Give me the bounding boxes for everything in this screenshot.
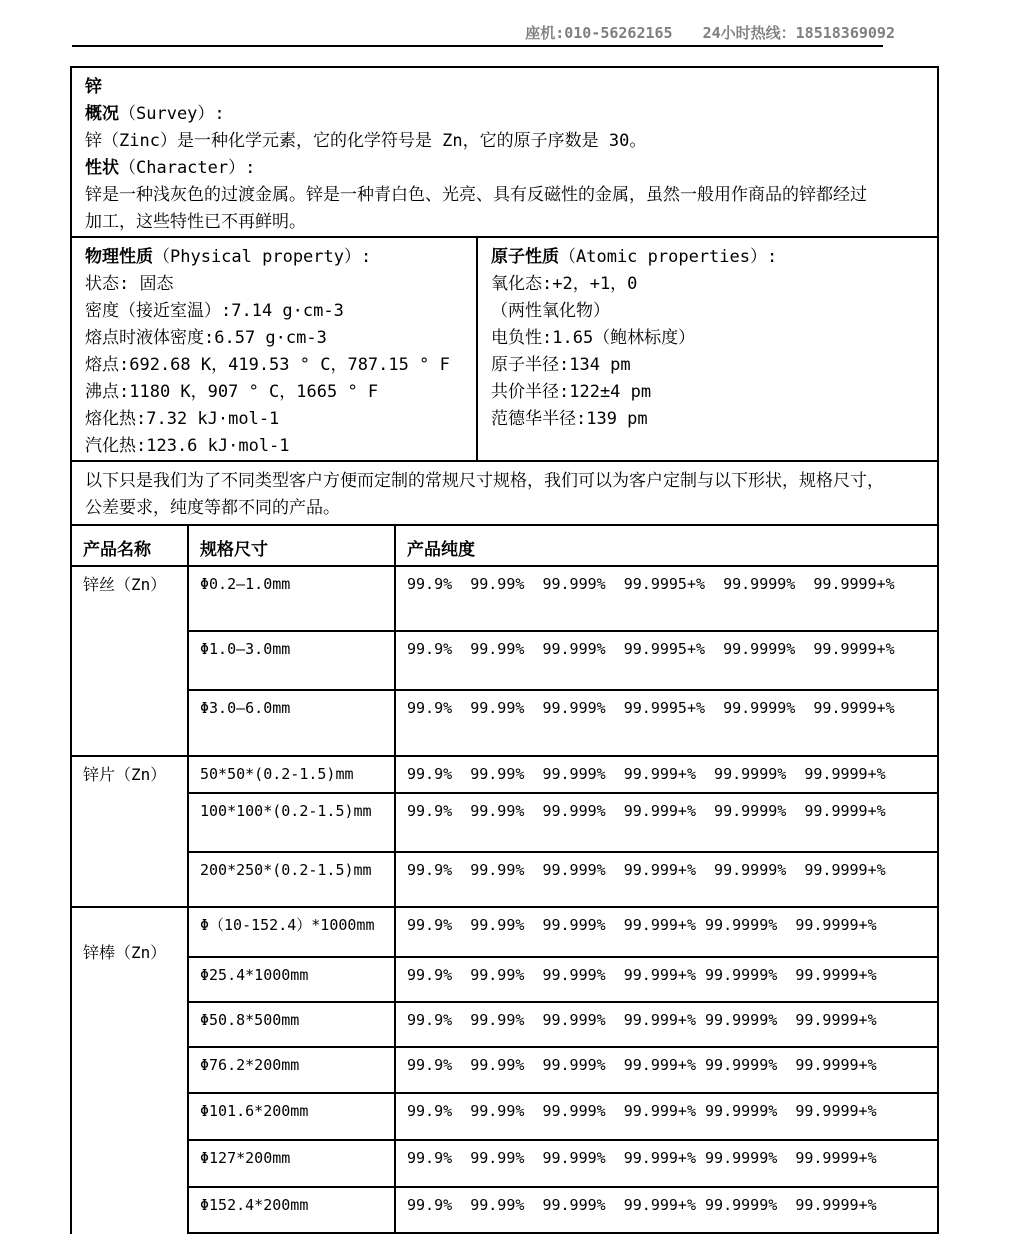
spec-cell: Φ0.2—1.0mm xyxy=(188,566,395,631)
note-line1: 以下只是我们为了不同类型客户方便而定制的常规尺寸规格，我们可以为客户定制与以下形状，规格尺寸， xyxy=(85,471,884,491)
physical-line: 汽化热:123.6 kJ·mol-1 xyxy=(85,436,290,456)
table-row xyxy=(72,793,937,852)
table-row xyxy=(72,907,937,957)
purity-cell: 99.9% 99.99% 99.999% 99.999+% 99.9999% 99.9999+% xyxy=(395,793,937,852)
spec-cell: Φ50.8*500mm xyxy=(188,1002,395,1047)
physical-line: 沸点:1180 K，907 ° C，1665 ° F xyxy=(85,382,379,402)
spec-cell: 100*100*(0.2-1.5)mm xyxy=(188,793,395,852)
table-row xyxy=(72,1002,937,1047)
spec-cell: Φ76.2*200mm xyxy=(188,1047,395,1093)
table-row xyxy=(72,1140,937,1187)
column-header-purity: 产品纯度 xyxy=(395,526,937,566)
purity-cell: 99.9% 99.99% 99.999% 99.999+% 99.9999% 99.9999+% xyxy=(395,1047,937,1093)
physical-properties-column xyxy=(72,238,478,460)
atomic-line: 共价半径:122±4 pm xyxy=(491,382,652,402)
spec-cell: Φ127*200mm xyxy=(188,1140,395,1187)
purity-cell: 99.9% 99.99% 99.999% 99.999+% 99.9999% 99.9999+% xyxy=(395,1140,937,1187)
product-name-cell: 锌棒（Zn） xyxy=(72,907,188,1233)
physical-line: 熔点时液体密度:6.57 g·cm-3 xyxy=(85,328,327,348)
table-row xyxy=(72,566,937,631)
atomic-line: 范德华半径:139 pm xyxy=(491,409,648,429)
custom-note-section xyxy=(72,462,937,526)
atomic-heading: 原子性质（Atomic properties）: xyxy=(491,247,778,267)
contact-header xyxy=(0,22,895,43)
properties-section xyxy=(72,238,937,462)
purity-cell: 99.9% 99.99% 99.999% 99.999+% 99.9999% 99.9999+% xyxy=(395,1093,937,1140)
character-text-line1: 锌是一种浅灰色的过渡金属。锌是一种青白色、光亮、具有反磁性的金属，虽然一般用作商品的锌都经过 xyxy=(85,185,867,205)
page-title: 锌 xyxy=(85,77,102,97)
product-name-cell: 锌片（Zn） xyxy=(72,756,188,907)
character-heading: 性状（Character）: xyxy=(85,158,256,178)
header-divider xyxy=(72,45,883,47)
atomic-line: 原子半径:134 pm xyxy=(491,355,631,375)
document-body xyxy=(70,66,939,1234)
atomic-properties-column xyxy=(478,238,937,460)
phone-number: 座机:010-56262165 xyxy=(525,24,673,42)
physical-line: 密度（接近室温）:7.14 g·cm-3 xyxy=(85,301,344,321)
purity-cell: 99.9% 99.99% 99.999% 99.999+% 99.9999% 99.9999+% xyxy=(395,756,937,793)
table-row xyxy=(72,957,937,1002)
purity-cell: 99.9% 99.99% 99.999% 99.9995+% 99.9999% 99.9999+% xyxy=(395,631,937,690)
spec-cell: Φ（10-152.4）*1000mm xyxy=(188,907,395,957)
purity-cell: 99.9% 99.99% 99.999% 99.9995+% 99.9999% 99.9999+% xyxy=(395,690,937,756)
survey-heading: 概况（Survey）: xyxy=(85,104,225,124)
purity-cell: 99.9% 99.99% 99.999% 99.999+% 99.9999% 99.9999+% xyxy=(395,852,937,907)
survey-text: 锌（Zinc）是一种化学元素，它的化学符号是 Zn，它的原子序数是 30。 xyxy=(85,131,647,151)
product-spec-table xyxy=(72,526,937,1234)
spec-cell: 50*50*(0.2-1.5)mm xyxy=(188,756,395,793)
table-row xyxy=(72,1187,937,1233)
table-row xyxy=(72,852,937,907)
table-row xyxy=(72,690,937,756)
table-row xyxy=(72,1047,937,1093)
column-header-product-name: 产品名称 xyxy=(72,526,188,566)
spec-cell: Φ101.6*200mm xyxy=(188,1093,395,1140)
atomic-line: （两性氧化物） xyxy=(491,301,610,321)
spec-cell: Φ152.4*200mm xyxy=(188,1187,395,1233)
physical-line: 熔化热:7.32 kJ·mol-1 xyxy=(85,409,280,429)
spec-cell: 200*250*(0.2-1.5)mm xyxy=(188,852,395,907)
physical-line: 熔点:692.68 K，419.53 ° C，787.15 ° F xyxy=(85,355,450,375)
physical-heading: 物理性质（Physical property）: xyxy=(85,247,372,267)
physical-line: 状态: 固态 xyxy=(85,274,174,294)
spec-cell: Φ3.0—6.0mm xyxy=(188,690,395,756)
character-text-line2: 加工，这些特性已不再鲜明。 xyxy=(85,212,306,232)
column-header-spec-size: 规格尺寸 xyxy=(188,526,395,566)
atomic-line: 氧化态:+2，+1，0 xyxy=(491,274,638,294)
intro-section xyxy=(72,68,937,238)
purity-cell: 99.9% 99.99% 99.999% 99.9995+% 99.9999% 99.9999+% xyxy=(395,566,937,631)
purity-cell: 99.9% 99.99% 99.999% 99.999+% 99.9999% 99.9999+% xyxy=(395,907,937,957)
purity-cell: 99.9% 99.99% 99.999% 99.999+% 99.9999% 99.9999+% xyxy=(395,1187,937,1233)
spec-cell: Φ1.0—3.0mm xyxy=(188,631,395,690)
purity-cell: 99.9% 99.99% 99.999% 99.999+% 99.9999% 99.9999+% xyxy=(395,957,937,1002)
table-header-row xyxy=(72,526,937,566)
table-row xyxy=(72,1093,937,1140)
note-line2: 公差要求，纯度等都不同的产品。 xyxy=(85,498,340,518)
atomic-line: 电负性:1.65（鲍林标度） xyxy=(491,328,696,348)
spec-cell: Φ25.4*1000mm xyxy=(188,957,395,1002)
table-row xyxy=(72,631,937,690)
product-name-cell: 锌丝（Zn） xyxy=(72,566,188,756)
table-row xyxy=(72,756,937,793)
hotline-number: 24小时热线：18518369092 xyxy=(702,24,895,42)
purity-cell: 99.9% 99.99% 99.999% 99.999+% 99.9999% 99.9999+% xyxy=(395,1002,937,1047)
